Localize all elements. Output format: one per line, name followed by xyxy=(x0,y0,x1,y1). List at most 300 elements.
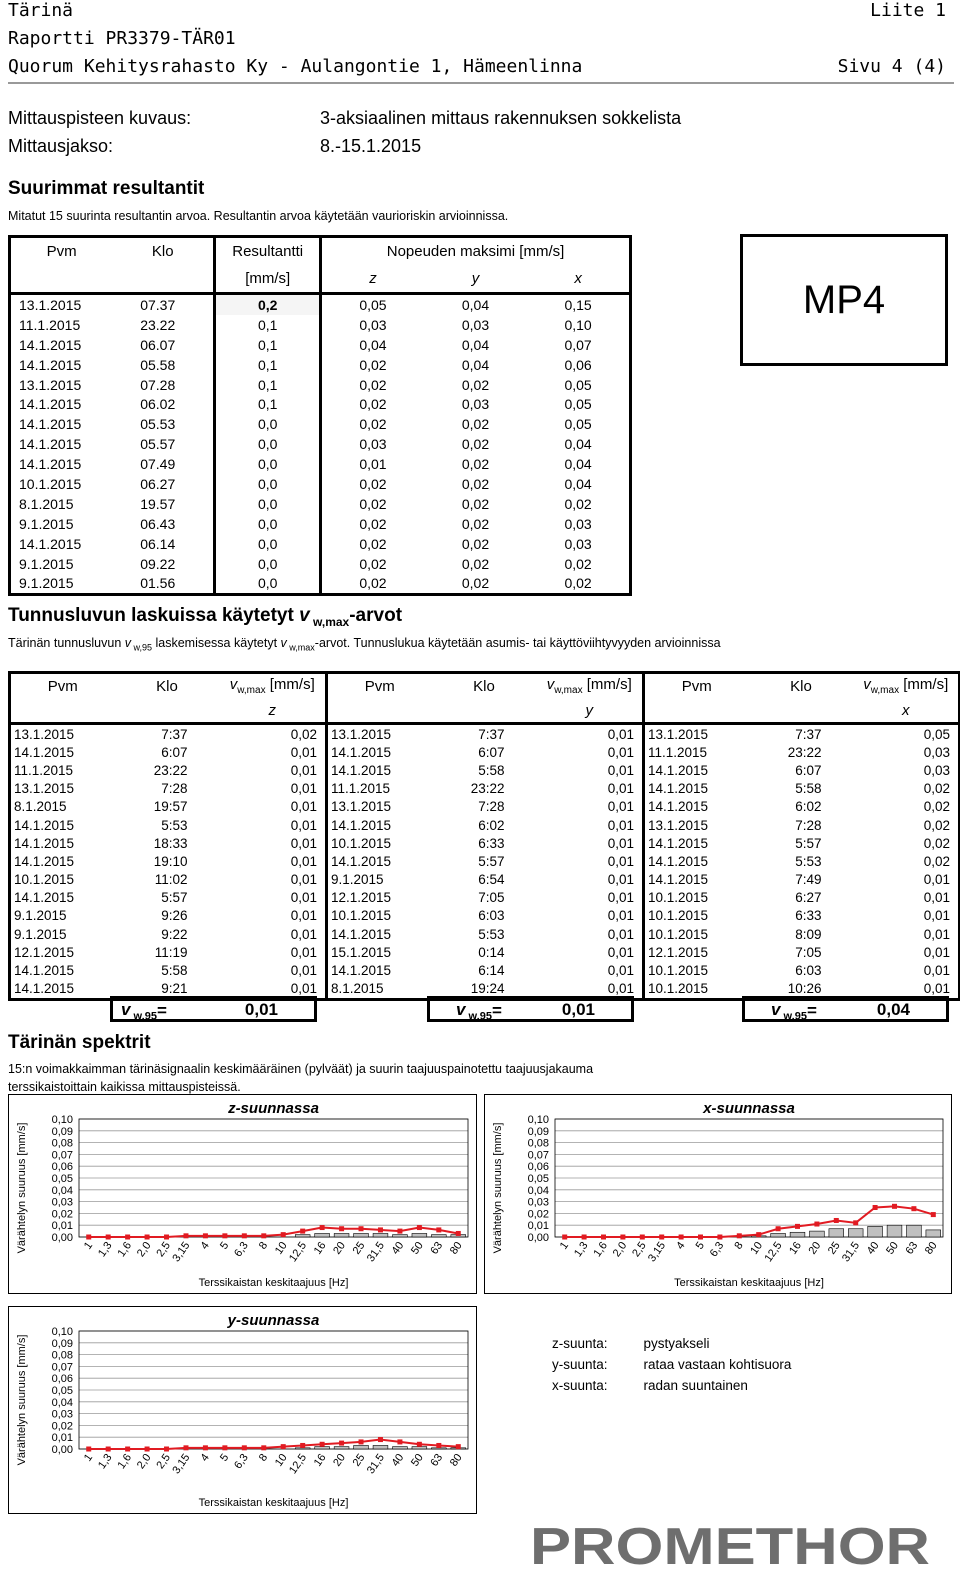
measurement-point-box xyxy=(740,234,948,366)
cell: 0,01 xyxy=(290,981,317,997)
cell: 06.27 xyxy=(140,475,176,492)
cell: 0,01 xyxy=(923,872,950,888)
cell: 6:07 xyxy=(161,744,188,760)
bar xyxy=(373,1233,388,1237)
cell: 0,02 xyxy=(461,456,490,473)
max-point xyxy=(931,1212,936,1217)
max-point xyxy=(679,1235,684,1240)
y-tick-label: 0,00 xyxy=(51,1232,73,1244)
cell: 14.1.2015 xyxy=(14,744,75,760)
y-tick-label: 0,00 xyxy=(527,1232,549,1244)
max-point xyxy=(873,1205,878,1210)
cell: 09.22 xyxy=(140,555,176,572)
table-row xyxy=(10,554,631,574)
cell: 8.1.2015 xyxy=(19,495,74,512)
cell: 5:53 xyxy=(795,853,822,869)
cell: 9.1.2015 xyxy=(14,926,67,942)
cell: 12.1.2015 xyxy=(644,943,749,961)
x-tick-label: 1 xyxy=(81,1451,96,1464)
table-row xyxy=(10,355,631,375)
max-point xyxy=(456,1444,461,1449)
chart-x xyxy=(485,1095,951,1293)
cell: 9.1.2015 xyxy=(327,871,432,889)
x-axis-label: Terssikaistan keskitaajuus [Hz] xyxy=(674,1277,824,1289)
cell: 0,02 xyxy=(564,555,592,572)
x-tick-label: 31,5 xyxy=(364,1239,387,1265)
report-number: Raportti PR3379-TÄR01 xyxy=(8,28,236,49)
cell: 0,0 xyxy=(215,474,321,494)
col-pvm: Pvm xyxy=(46,243,77,260)
cell: 0,04 xyxy=(564,475,592,492)
table-row xyxy=(10,852,960,870)
x-tick-label: 8 xyxy=(732,1239,746,1252)
cell: 14.1.2015 xyxy=(14,963,75,979)
cell: 0,02 xyxy=(923,817,950,833)
cell: 10.1.2015 xyxy=(644,925,749,943)
max-point xyxy=(125,1447,130,1452)
cell: 06.02 xyxy=(140,396,176,413)
bar xyxy=(907,1225,922,1237)
y-tick-label: 0,09 xyxy=(527,1125,549,1138)
cell: 01.56 xyxy=(140,575,176,592)
vw95-label: v $_{w,95}$ = xyxy=(771,1000,817,1023)
cell: 13.1.2015 xyxy=(10,724,115,744)
chart-title: y-suunnassa xyxy=(227,1312,320,1329)
bar xyxy=(315,1233,330,1237)
col-klo: Klo xyxy=(473,677,495,695)
col-klo: Klo xyxy=(790,677,812,695)
y-tick-label: 0,08 xyxy=(51,1349,73,1362)
cell: 5:57 xyxy=(795,835,822,851)
x-tick-label: 2,0 xyxy=(134,1239,154,1260)
cell: 23:22 xyxy=(787,744,822,760)
cell: 0,02 xyxy=(923,835,950,851)
cell: 0,01 xyxy=(290,890,317,906)
cell: 0,01 xyxy=(923,908,950,924)
cell: 13.1.2015 xyxy=(14,781,75,797)
axis-z: z xyxy=(268,701,276,719)
cell: 5:58 xyxy=(795,781,822,797)
max-point xyxy=(892,1204,897,1209)
cell: 14.1.2015 xyxy=(19,456,82,473)
vw95-x-value: 0,04 xyxy=(876,1000,910,1019)
bar xyxy=(926,1230,941,1237)
cell: 14.1.2015 xyxy=(644,852,749,870)
table-row xyxy=(10,434,631,454)
x-tick-label: 20 xyxy=(806,1239,824,1257)
x-tick-label: 4 xyxy=(198,1239,212,1252)
cell: 14.1.2015 xyxy=(19,356,82,373)
col-resultantti: Resultantti xyxy=(215,237,321,266)
table-row xyxy=(10,294,631,315)
cell: 13.1.2015 xyxy=(327,798,432,816)
max-point xyxy=(776,1226,781,1231)
max-point xyxy=(261,1233,266,1238)
x-tick-label: 5 xyxy=(217,1451,232,1464)
x-tick-label: 10 xyxy=(272,1239,290,1257)
x-tick-label: 6,3 xyxy=(232,1451,251,1472)
unit-label: [mm/s] xyxy=(215,265,321,294)
table-row xyxy=(10,474,631,494)
section-title-vwmax: Tunnusluvun laskuissa käytetyt v $_{w,max}$-arvot xyxy=(8,605,403,629)
x-tick-label: 25 xyxy=(825,1239,843,1257)
cell: 10.1.2015 xyxy=(644,961,749,979)
legend-row xyxy=(546,1333,797,1354)
col-vwmax: $v_{w,max}$ [mm/s] xyxy=(229,676,315,696)
y-tick-label: 0,09 xyxy=(51,1125,73,1138)
cell: 0,10 xyxy=(564,316,592,333)
y-axis-label: Värähtelyn suuruus [mm/s] xyxy=(16,1334,28,1466)
cell: 0,02 xyxy=(461,575,490,592)
max-point xyxy=(242,1445,247,1450)
bar xyxy=(790,1232,805,1237)
vw95-label: v $_{w,95}$ = xyxy=(456,1000,502,1023)
cell: 11:02 xyxy=(154,872,188,888)
cell: 9:22 xyxy=(161,926,188,942)
y-tick-label: 0,02 xyxy=(51,1208,73,1221)
legend-value: radan suuntainen xyxy=(643,1378,748,1393)
x-tick-label: 80 xyxy=(922,1239,940,1257)
table-row xyxy=(10,514,631,534)
legend-key: y-suunta: xyxy=(552,1357,608,1372)
cell: 0,01 xyxy=(290,944,317,960)
x-tick-label: 40 xyxy=(864,1239,882,1257)
x-tick-label: 10 xyxy=(748,1239,766,1257)
vw95-z-box xyxy=(110,996,317,1022)
table-row xyxy=(10,375,631,395)
cell: 14.1.2015 xyxy=(19,535,82,552)
cell: 07.28 xyxy=(140,376,176,393)
cell: 0,01 xyxy=(607,835,634,851)
cell: 12.1.2015 xyxy=(14,944,75,960)
bar xyxy=(829,1229,844,1237)
cell: 0,02 xyxy=(321,375,424,395)
x-tick-label: 16 xyxy=(311,1239,329,1257)
cell: 0,02 xyxy=(321,573,424,594)
cell: 0,04 xyxy=(321,335,424,355)
cell: 0,04 xyxy=(564,436,592,453)
cell: 11:19 xyxy=(154,944,188,960)
cell: 23:22 xyxy=(153,762,188,778)
cell: 0,02 xyxy=(461,515,490,532)
max-point xyxy=(397,1229,402,1234)
x-tick-label: 2,0 xyxy=(610,1239,630,1260)
cell: 19.57 xyxy=(140,495,176,512)
y-tick-label: 0,10 xyxy=(51,1114,73,1126)
x-tick-label: 80 xyxy=(447,1451,465,1469)
cell: 14.1.2015 xyxy=(327,852,432,870)
cell: 6:02 xyxy=(795,799,822,815)
vw95-label: v $_{w,95}$ = xyxy=(121,1000,167,1023)
cell: 6:14 xyxy=(478,963,505,979)
bar xyxy=(412,1447,427,1449)
max-point xyxy=(562,1235,567,1240)
bar xyxy=(354,1445,369,1449)
cell: 0,1 xyxy=(215,375,321,395)
cell: 14.1.2015 xyxy=(644,871,749,889)
max-point xyxy=(203,1233,208,1238)
col-pvm: Pvm xyxy=(644,673,749,699)
cell: 7:37 xyxy=(115,724,220,744)
cell: 0,0 xyxy=(215,573,321,594)
vw95-x-box xyxy=(742,996,949,1022)
cell: 0,02 xyxy=(461,475,490,492)
attachment-label: Liite 1 xyxy=(870,0,946,21)
cell: 0,07 xyxy=(564,336,592,353)
cell: 0,01 xyxy=(290,762,317,778)
y-tick-label: 0,06 xyxy=(51,1161,73,1174)
header-divider xyxy=(8,82,954,84)
max-point xyxy=(320,1442,325,1447)
cell: 0,1 xyxy=(215,394,321,414)
cell: 9.1.2015 xyxy=(19,515,74,532)
cell: 0,02 xyxy=(564,575,592,592)
max-point xyxy=(620,1235,625,1240)
cell: 0,05 xyxy=(854,724,960,744)
max-point xyxy=(125,1235,130,1240)
table-row xyxy=(10,780,960,798)
table-row xyxy=(10,798,960,816)
cell: 8.1.2015 xyxy=(327,980,432,1000)
logo-text: PROMETHOR xyxy=(530,1518,930,1574)
cell: 5:53 xyxy=(478,926,505,942)
x-tick-label: 1,6 xyxy=(591,1239,610,1260)
cell: 6:27 xyxy=(795,890,822,906)
cell: 0,1 xyxy=(215,315,321,335)
table-row xyxy=(10,925,960,943)
max-point xyxy=(281,1444,286,1449)
cell: 0,02 xyxy=(564,495,592,512)
cell: 6:07 xyxy=(795,762,822,778)
x-tick-label: 12,5 xyxy=(762,1239,785,1265)
x-tick-label: 3,15 xyxy=(170,1239,193,1265)
cell: 0,01 xyxy=(923,963,950,979)
x-tick-label: 50 xyxy=(408,1451,426,1469)
cell: 0,05 xyxy=(564,376,592,393)
cell: 14.1.2015 xyxy=(14,853,75,869)
y-tick-label: 0,04 xyxy=(51,1396,73,1409)
cell: 14.1.2015 xyxy=(644,761,749,779)
bar xyxy=(848,1229,863,1237)
cell: 0,06 xyxy=(564,356,592,373)
cell: 0,01 xyxy=(290,908,317,924)
description-label: Mittauspisteen kuvaus: xyxy=(8,108,192,128)
cell: 0,02 xyxy=(461,376,490,393)
cell: 0,0 xyxy=(215,554,321,574)
cell: 14.1.2015 xyxy=(14,835,75,851)
cell: 5:57 xyxy=(161,890,188,906)
cell: 0,02 xyxy=(923,781,950,797)
vw95-z-value: 0,01 xyxy=(244,1000,278,1019)
cell: 0,01 xyxy=(290,744,317,760)
cell: 0,02 xyxy=(321,534,424,554)
cell: 14.1.2015 xyxy=(327,743,432,761)
table-row xyxy=(10,889,960,907)
cell: 7:37 xyxy=(749,724,854,744)
cell: 0,01 xyxy=(607,799,634,815)
cell: 14.1.2015 xyxy=(327,961,432,979)
cell: 0,01 xyxy=(321,454,424,474)
cell: 0,01 xyxy=(290,963,317,979)
y-tick-label: 0,07 xyxy=(527,1149,549,1162)
cell: 11.1.2015 xyxy=(644,743,749,761)
cell: 0,02 xyxy=(461,495,490,512)
cell: 6:54 xyxy=(478,872,505,888)
x-tick-label: 4 xyxy=(198,1451,212,1464)
x-tick-label: 1 xyxy=(81,1239,96,1252)
cell: 06.43 xyxy=(140,515,176,532)
max-point xyxy=(145,1235,150,1240)
table-row xyxy=(10,761,960,779)
table-row xyxy=(10,335,631,355)
cell: 10.1.2015 xyxy=(644,980,749,1000)
x-tick-label: 1 xyxy=(557,1239,572,1252)
cell: 0,01 xyxy=(290,853,317,869)
x-tick-label: 1,3 xyxy=(96,1239,115,1260)
x-axis-label: Terssikaistan keskitaajuus [Hz] xyxy=(198,1497,349,1509)
cell: 8.1.2015 xyxy=(14,799,67,815)
cell: 14.1.2015 xyxy=(327,761,432,779)
cell: 0,03 xyxy=(923,744,950,760)
cell: 7:28 xyxy=(161,781,188,797)
col-nopeuden-maksimi: Nopeuden maksimi [mm/s] xyxy=(321,237,631,266)
cell: 14.1.2015 xyxy=(644,798,749,816)
section-title-resultants: Suurimmat resultantit xyxy=(8,178,205,199)
cell: 0,02 xyxy=(321,514,424,534)
x-tick-label: 1,3 xyxy=(96,1451,115,1472)
max-point xyxy=(911,1206,916,1211)
cell: 10:26 xyxy=(787,981,822,997)
x-tick-label: 31,5 xyxy=(840,1239,863,1265)
cell: 0:14 xyxy=(478,944,505,960)
y-tick-label: 0,08 xyxy=(51,1137,73,1150)
legend-key: x-suunta: xyxy=(552,1378,608,1393)
cell: 7:37 xyxy=(432,724,537,744)
cell: 0,05 xyxy=(321,294,424,315)
cell: 0,03 xyxy=(461,316,490,333)
max-point xyxy=(339,1226,344,1231)
period-label: Mittausjakso: xyxy=(8,136,114,156)
cell: 06.07 xyxy=(140,336,176,353)
cell: 11.1.2015 xyxy=(14,762,74,778)
max-point xyxy=(378,1227,383,1232)
cell: 0,0 xyxy=(215,434,321,454)
y-tick-label: 0,03 xyxy=(51,1196,73,1209)
cell: 14.1.2015 xyxy=(14,817,75,833)
x-tick-label: 16 xyxy=(311,1451,329,1469)
cell: 0,01 xyxy=(537,724,644,744)
cell: 0,01 xyxy=(290,781,317,797)
bar xyxy=(295,1235,310,1237)
x-tick-label: 25 xyxy=(350,1451,368,1469)
cell: 10.1.2015 xyxy=(644,907,749,925)
cell: 0,04 xyxy=(564,456,592,473)
y-axis-label: Värähtelyn suuruus [mm/s] xyxy=(16,1122,28,1254)
x-tick-label: 3,15 xyxy=(646,1239,669,1265)
cell: 10.1.2015 xyxy=(14,872,75,888)
cell: 14.1.2015 xyxy=(644,834,749,852)
max-point xyxy=(601,1235,606,1240)
cell: 10.1.2015 xyxy=(327,907,432,925)
max-point xyxy=(659,1235,664,1240)
cell: 8:09 xyxy=(795,926,822,942)
max-point xyxy=(378,1437,383,1442)
cell: 0,1 xyxy=(215,355,321,375)
cell: 13.1.2015 xyxy=(644,724,749,744)
x-tick-label: 16 xyxy=(787,1239,804,1257)
max-point xyxy=(717,1235,722,1240)
cell: 5:57 xyxy=(478,853,505,869)
x-tick-label: 12,5 xyxy=(287,1239,310,1265)
cell: 0,01 xyxy=(607,981,634,997)
max-point xyxy=(164,1235,169,1240)
cell: 6:33 xyxy=(478,835,505,851)
cell: 9:26 xyxy=(161,908,188,924)
table-row xyxy=(10,834,960,852)
cell: 14.1.2015 xyxy=(327,816,432,834)
chart-z xyxy=(9,1095,476,1293)
cell: 0,02 xyxy=(321,554,424,574)
legend-row xyxy=(546,1354,797,1375)
cell: 18:33 xyxy=(153,835,188,851)
cell: 0,01 xyxy=(290,872,317,888)
max-point xyxy=(222,1233,227,1238)
max-point xyxy=(86,1447,91,1452)
cell: 14.1.2015 xyxy=(644,780,749,798)
cell: 0,02 xyxy=(461,416,490,433)
cell: 13.1.2015 xyxy=(644,816,749,834)
cell: 12.1.2015 xyxy=(327,889,432,907)
col-klo: Klo xyxy=(151,243,174,260)
max-point xyxy=(417,1442,422,1447)
x-tick-label: 25 xyxy=(350,1239,368,1257)
cell: 14.1.2015 xyxy=(19,436,82,453)
bar xyxy=(334,1447,349,1449)
cell: 0,01 xyxy=(923,890,950,906)
page-number: Sivu 4 (4) xyxy=(837,56,946,77)
cell: 9.1.2015 xyxy=(14,908,67,924)
chart-y-frame xyxy=(8,1306,477,1514)
cell: 7:28 xyxy=(795,817,822,833)
max-point xyxy=(164,1447,169,1452)
x-tick-label: 10 xyxy=(272,1451,290,1469)
cell: 0,01 xyxy=(607,890,634,906)
cell: 0,0 xyxy=(215,414,321,434)
vw95-y-box xyxy=(427,996,634,1022)
y-tick-label: 0,03 xyxy=(527,1196,549,1209)
cell: 0,1 xyxy=(215,335,321,355)
axis-x: x xyxy=(902,701,910,719)
cell: 7:49 xyxy=(795,872,822,888)
x-tick-label: 2,0 xyxy=(134,1451,154,1472)
bar xyxy=(868,1226,883,1237)
x-tick-label: 20 xyxy=(331,1239,349,1257)
measurement-point-label: MP4 xyxy=(802,277,886,322)
cell: 0,04 xyxy=(461,336,490,353)
y-tick-label: 0,09 xyxy=(51,1337,73,1350)
y-tick-label: 0,04 xyxy=(51,1184,73,1197)
max-point xyxy=(300,1443,305,1448)
vwmax-table xyxy=(8,671,960,1001)
x-tick-label: 63 xyxy=(428,1451,446,1469)
cell: 0,01 xyxy=(290,926,317,942)
cell: 14.1.2015 xyxy=(19,416,82,433)
cell: 6:07 xyxy=(478,744,505,760)
cell: 13.1.2015 xyxy=(10,294,113,315)
cell: 0,05 xyxy=(564,396,592,413)
y-tick-label: 0,05 xyxy=(51,1173,73,1185)
axis-z: z xyxy=(321,265,424,294)
